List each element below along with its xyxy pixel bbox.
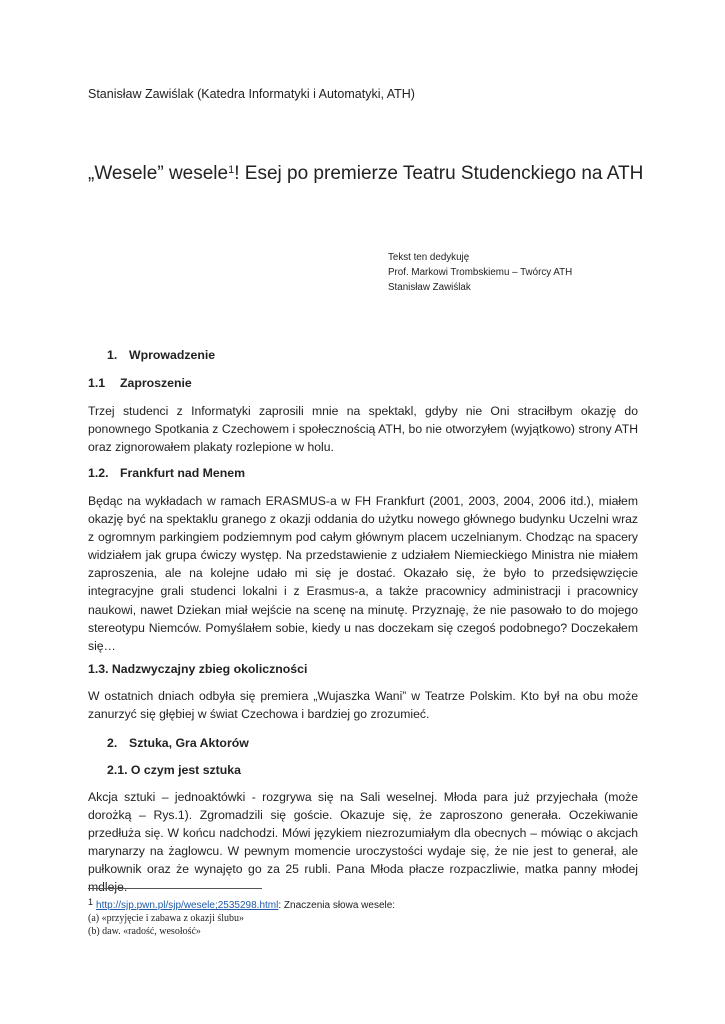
- footnote-definition-a: (a) «przyjęcie i zabawa z okazji ślubu»: [88, 913, 245, 925]
- subsection-number: 1.2.: [88, 466, 109, 480]
- subsection-number: 1.1: [88, 376, 106, 390]
- footnote-line-1: [88, 896, 648, 912]
- footnote-link[interactable]: http://sjp.pwn.pl/sjp/wesele;2535298.html: [96, 900, 279, 911]
- subsection-heading-1-2: [88, 466, 245, 480]
- paragraph-zbieg-okolicznosci: W ostatnich dniach odbyła się premiera „Wujaszka Wani” w Teatrze Polskim. Kto był na obu może zanurzyć się głębiej w świat Czechowa i bardziej go zrozumieć.: [88, 689, 638, 722]
- footnote-definition-b: (b) daw. «radość, wesołość»: [88, 926, 201, 938]
- section-heading-2: [107, 736, 249, 750]
- dedication-line-3: Stanisław Zawiślak: [388, 282, 471, 293]
- paragraph-frankfurt: Będąc na wykładach w ramach ERASMUS-a w FH Frankfurt (2001, 2003, 2004, 2006 itd.), miałem okazję być na spektaklu granego z okazji oddania do użytku nowego głównego budynku Uczelni wraz z ogromnym parkingiem podziemnym pod całym głównym placem uczelnianym. Chodząc na spacery widziałem jak grupa ćwiczy występ. Na przedstawienie z udziałem Niemieckiego Ministra nie miałem zaproszenia, ale na kolejne udało mi się je dostać. Okazało się, że było to przedsięwzięcie integracyjne grali studenci lokalni i z Erasmus-a, a także pracownicy administracji i pracownicy naukowi, nawet Dziekan miał wejście na scenę na minutę. Przyznaję, że nie pasowało to do mojego stereotypu Niemców. Pomyślałem sobie, kiedy u nas doczekam się czegoś podobnego? Doczekałem się…: [88, 494, 638, 653]
- footnote: [88, 896, 648, 939]
- section-title: Sztuka, Gra Aktorów: [129, 736, 249, 750]
- subsection-heading-2-1: 2.1. O czym jest sztuka: [107, 763, 241, 777]
- author-line: Stanisław Zawiślak (Katedra Informatyki i Automatyki, ATH): [88, 87, 415, 101]
- paragraph-o-czym-sztuka: Akcja sztuki – jednoaktówki - rozgrywa się na Sali weselnej. Młoda para już przyjechała (może dorożką – Rys.1). Zgromadzili się goście. Okazuje się, że zaproszono generała. Oczekiwanie przedłuża się. W końcu nadchodzi. Mówi językiem niezrozumiałym dla obecnych – mówiąc o akcjach marynarzy na żaglowcu. W pewnym momencie uroczystości wydaje się, że nie jest to generał, ale pułkownik oraz że wynajęto go za 25 rubli. Pana Młoda płacze rozpaczliwie, matka panny młodej mdleje.: [88, 790, 638, 895]
- footnote-mark: 1: [88, 897, 94, 907]
- section-number: 1.: [107, 348, 118, 362]
- dedication-line-2: Prof. Markowi Trombskiemu – Twórcy ATH: [388, 267, 573, 278]
- footnote-link-suffix: : Znaczenia słowa wesele:: [278, 900, 396, 911]
- subsection-title: Frankfurt nad Menem: [120, 466, 246, 480]
- paragraph-zaproszenie: Trzej studenci z Informatyki zaprosili mnie na spektakl, gdyby nie Oni straciłbym okazję do ponownego Spotkania z Czechowem i społecznością ATH, bo nie otworzyłem (wyjątkowo) strony ATH oraz zignorowałem plakaty rozlepione w holu.: [88, 404, 638, 455]
- footnote-separator: [88, 888, 262, 889]
- footnote-reference[interactable]: 1: [228, 164, 235, 176]
- section-title: Wprowadzenie: [129, 348, 216, 362]
- subsection-heading-1-3: 1.3. Nadzwyczajny zbieg okoliczności: [88, 662, 308, 676]
- section-number: 2.: [107, 736, 118, 750]
- subsection-title: Zaproszenie: [120, 376, 192, 390]
- title-part-1: „Wesele” wesele: [88, 163, 229, 184]
- page-title: [88, 163, 688, 185]
- title-part-2: ! Esej po premierze Teatru Studenckiego na ATH: [234, 163, 644, 184]
- subsection-heading-1-1: [88, 376, 192, 390]
- section-heading-1: [107, 348, 215, 362]
- dedication-block: [388, 250, 572, 295]
- dedication-line-1: Tekst ten dedykuję: [388, 252, 470, 263]
